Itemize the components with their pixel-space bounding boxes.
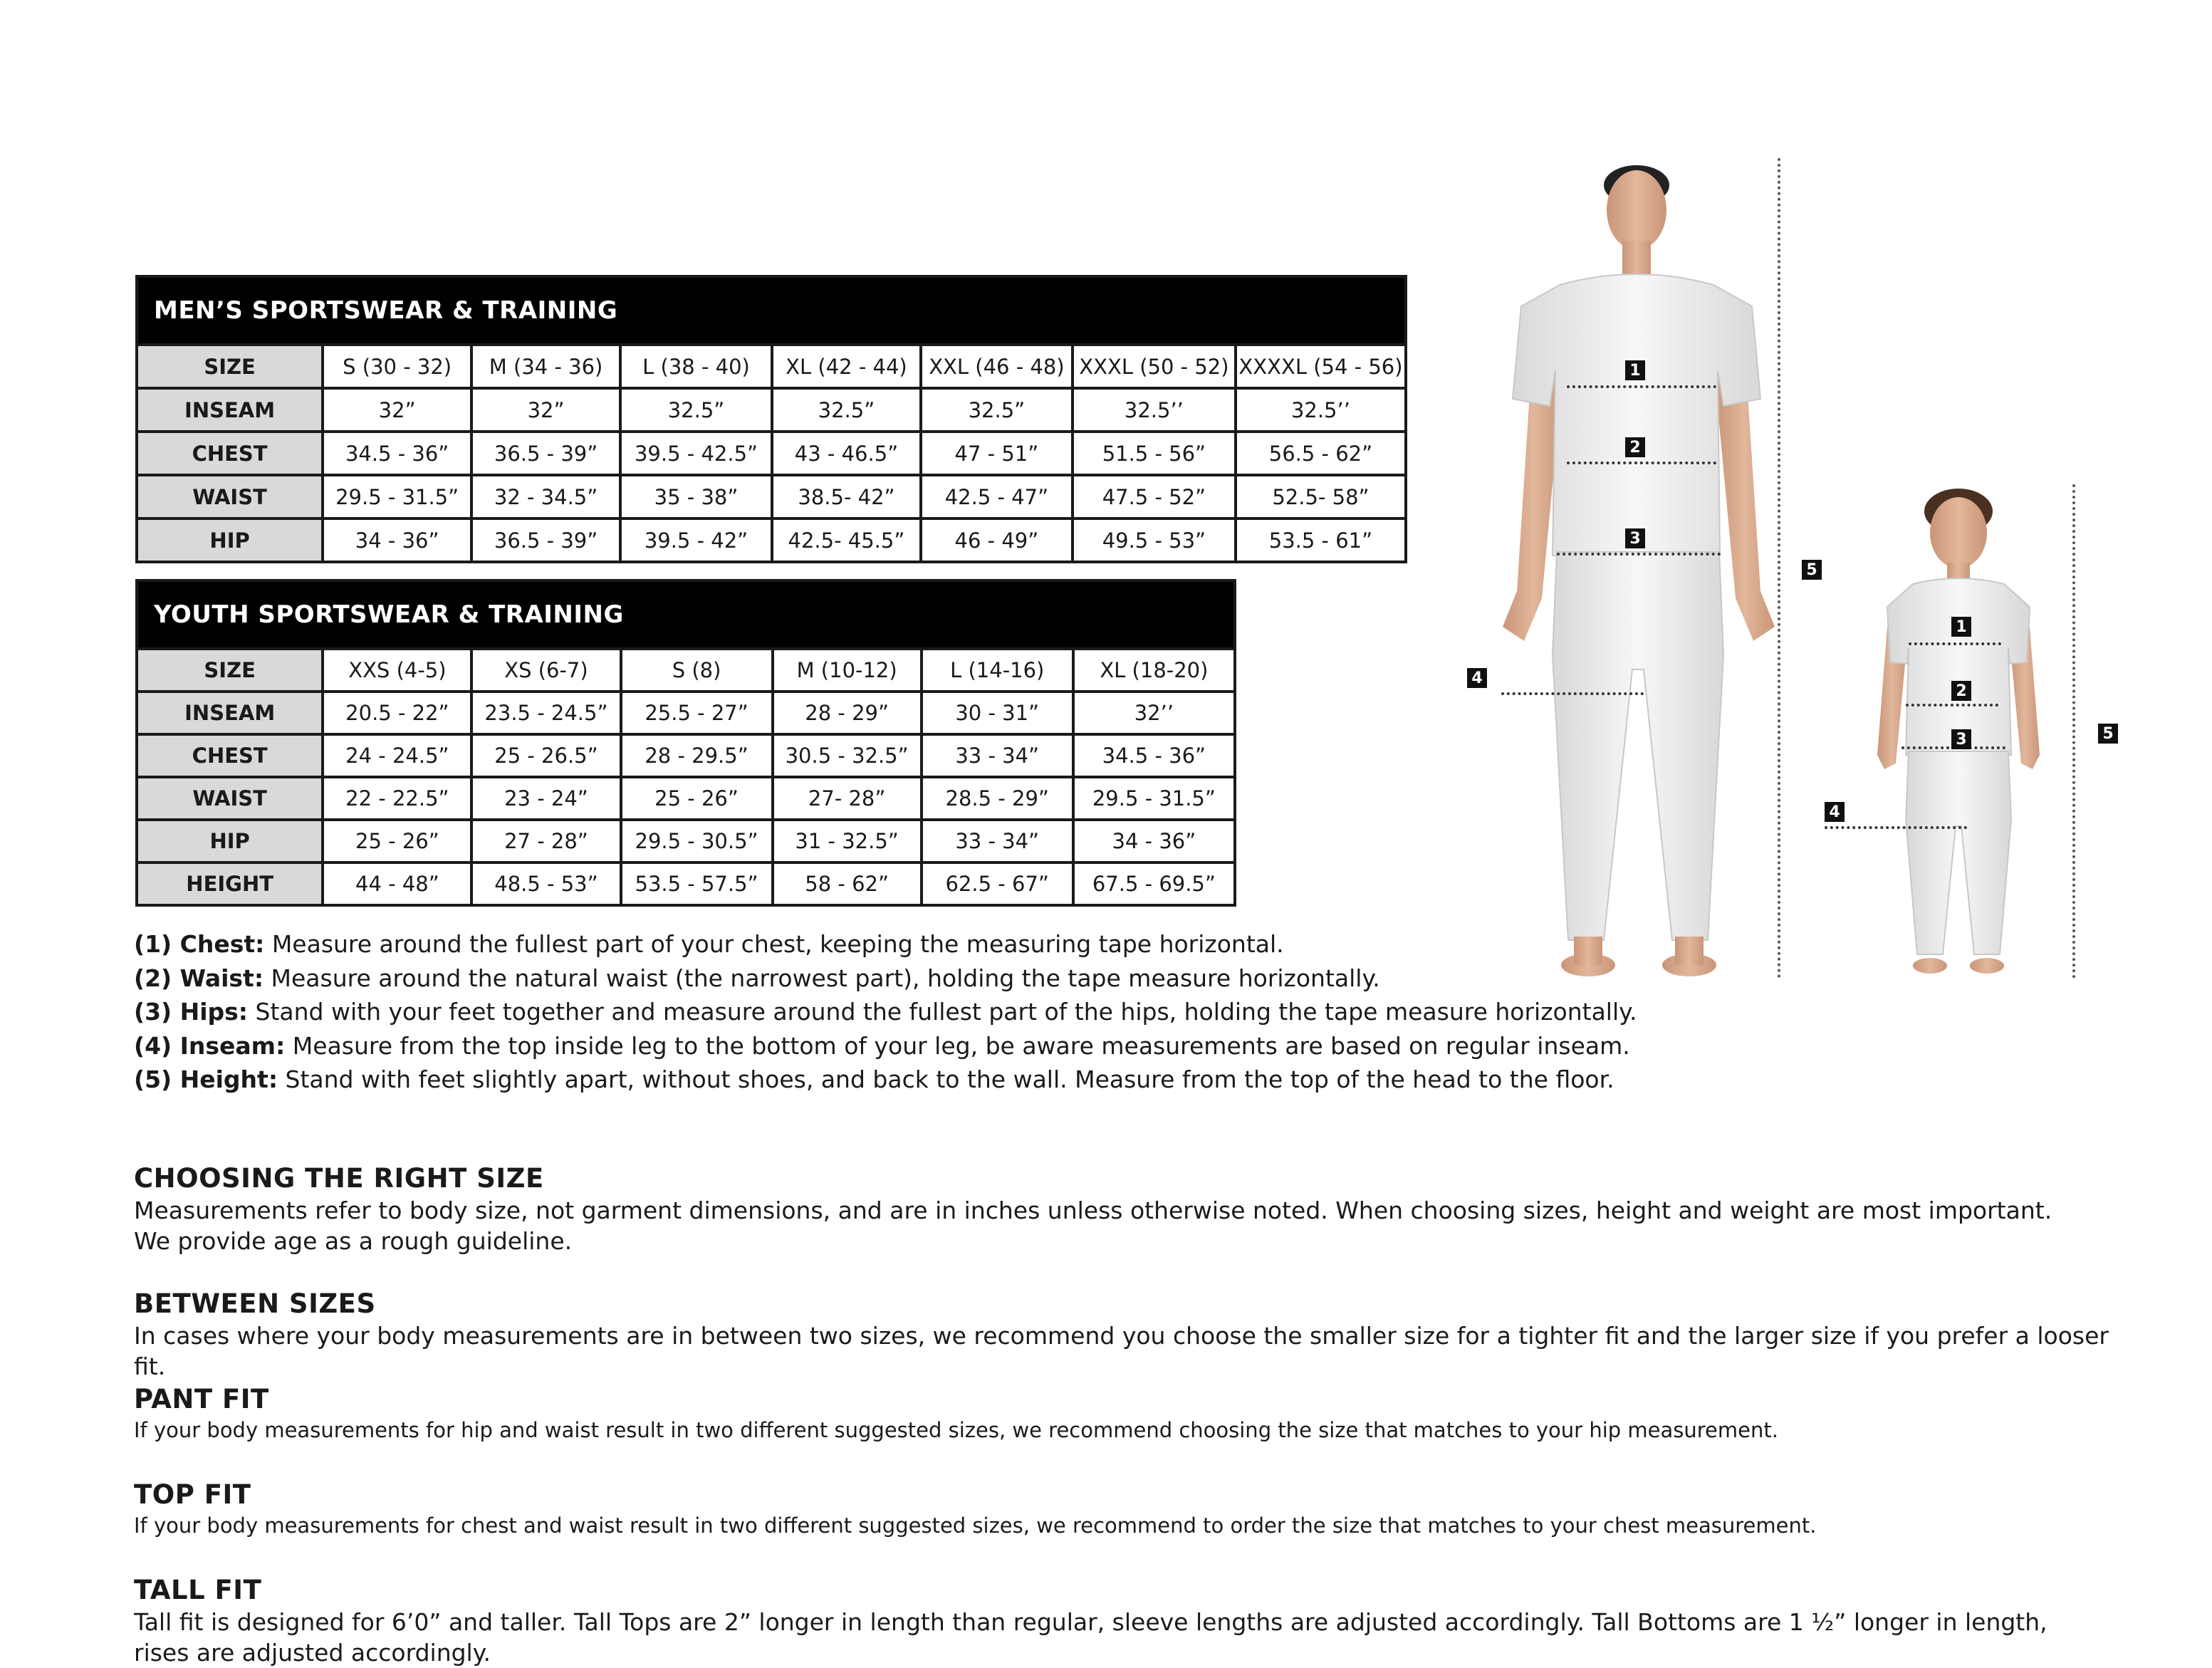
table-cell: 32 - 34.5” [471,475,620,518]
table-cell: 29.5 - 31.5” [323,475,471,518]
waist-line [1567,462,1716,464]
adult-model-illustration [1481,157,1837,990]
table-cell: 36.5 - 39” [471,518,620,562]
table-cell: 27- 28” [773,777,922,820]
badge-chest: 1 [1625,360,1645,380]
table-cell: 20.5 - 22” [323,692,471,734]
table-cell: 33 - 34” [922,734,1073,777]
table-cell: 29.5 - 31.5” [1073,777,1235,820]
table-cell: 25.5 - 27” [621,692,773,734]
row-label: INSEAM [137,692,323,734]
table-cell: 22 - 22.5” [323,777,471,820]
table-cell: 46 - 49” [921,518,1073,562]
note-text: Measure around the fullest part of your chest, keeping the measuring tape horizontal. [264,930,1284,958]
table-cell: 30.5 - 32.5” [773,734,922,777]
inseam-line [1501,692,1644,695]
table-cell: 32” [323,388,471,432]
adult-figure [1481,157,1837,990]
table-cell: 47.5 - 52” [1073,475,1236,518]
table-cell: 25 - 26” [323,820,471,862]
section-top-fit [134,1479,2142,1540]
note-text: Stand with your feet together and measure around the fullest part of the hips, holding the tape measure horizontally. [248,998,1637,1026]
note-label: (4) Inseam: [134,1031,286,1060]
badge-waist: 2 [1625,437,1645,457]
table-cell: 24 - 24.5” [323,734,471,777]
height-line [1778,158,1780,979]
note-text: Stand with feet slightly apart, without shoes, and back to the wall. Measure from the top of the head to the floor. [278,1065,1614,1093]
child-badge-waist: 2 [1951,681,1971,701]
section-title: CHOOSING THE RIGHT SIZE [134,1163,544,1194]
table-cell: XXXXL (54 - 56) [1236,345,1406,388]
table-cell: 51.5 - 56” [1073,432,1236,475]
table-cell: 32.5” [620,388,772,432]
row-label: HEIGHT [137,862,323,905]
table-cell: 29.5 - 30.5” [621,820,773,862]
badge-height: 5 [1802,560,1822,580]
table-row [137,734,1235,777]
note-chest [134,927,1637,961]
table-cell: 28 - 29” [773,692,922,734]
table-cell: 36.5 - 39” [471,432,620,475]
child-badge-inseam: 4 [1825,802,1845,822]
table-cell: L (38 - 40) [620,345,772,388]
table-cell: 42.5- 45.5” [772,518,921,562]
table-cell: 34 - 36” [323,518,471,562]
table-cell: 52.5- 58” [1236,475,1406,518]
table-cell: 32.5” [772,388,921,432]
table-row [137,649,1235,692]
table-cell: XL (42 - 44) [772,345,921,388]
section-between-sizes [134,1288,2142,1382]
table-cell: 25 - 26.5” [471,734,620,777]
table-row [137,388,1406,432]
row-label: CHEST [137,432,323,475]
table-cell: XS (6-7) [471,649,620,692]
table-cell: XXS (4-5) [323,649,471,692]
table-row [137,345,1406,388]
section-body: In cases where your body measurements are in between two sizes, we recommend you choose the smaller size for a tighter fit and the larger size if you prefer a looser fit. [134,1322,2109,1380]
table-cell: 53.5 - 57.5” [621,862,773,905]
row-label: WAIST [137,777,323,820]
section-title: TALL FIT [134,1575,262,1605]
section-title: TOP FIT [134,1479,251,1510]
section-pant-fit [134,1383,2142,1444]
youth-table-title: YOUTH SPORTSWEAR & TRAINING [137,580,1235,649]
table-cell: 34 - 36” [1073,820,1235,862]
note-height [134,1063,1637,1097]
row-label: HIP [137,518,323,562]
row-label: INSEAM [137,388,323,432]
table-row [137,692,1235,734]
table-row [137,475,1406,518]
table-cell: 53.5 - 61” [1236,518,1406,562]
table-cell: 27 - 28” [471,820,620,862]
section-body: If your body measurements for chest and waist result in two different suggested sizes, we recommend to order the size that matches to your chest measurement. [134,1513,1817,1538]
child-chest-line [1909,642,2001,645]
child-badge-height: 5 [2098,724,2118,744]
child-inseam-line [1825,826,1967,829]
youth-size-table [135,579,1236,907]
row-label: CHEST [137,734,323,777]
row-label: SIZE [137,649,323,692]
table-cell: 25 - 26” [621,777,773,820]
table-cell: 32.5’’ [1073,388,1236,432]
table-cell: 31 - 32.5” [773,820,922,862]
row-label: HIP [137,820,323,862]
badge-inseam: 4 [1467,668,1487,688]
row-label: SIZE [137,345,323,388]
table-cell: 28 - 29.5” [621,734,773,777]
measurement-notes [134,927,1637,1097]
table-cell: 39.5 - 42.5” [620,432,772,475]
table-cell: 35 - 38” [620,475,772,518]
mens-table-title: MEN’S SPORTSWEAR & TRAINING [137,276,1406,345]
table-row [137,820,1235,862]
child-height-line [2072,484,2075,979]
table-cell: 32’’ [1073,692,1235,734]
table-cell: 58 - 62” [773,862,922,905]
section-body: Measurements refer to body size, not garment dimensions, and are in inches unless otherwise noted. When choosing sizes, height and weight are most important. [134,1197,2052,1224]
chest-line [1567,385,1716,388]
child-badge-hip: 3 [1951,729,1971,749]
note-text: Measure around the natural waist (the narrowest part), holding the tape measure horizontally. [264,964,1380,992]
child-waist-line [1906,704,1998,707]
table-cell: 32.5” [921,388,1073,432]
note-label: (3) Hips: [134,998,249,1026]
note-label: (1) Chest: [134,930,265,958]
table-cell: 62.5 - 67” [922,862,1073,905]
table-row [137,777,1235,820]
table-cell: L (14-16) [922,649,1073,692]
table-cell: 23.5 - 24.5” [471,692,620,734]
table-row [137,862,1235,905]
table-cell: XXL (46 - 48) [921,345,1073,388]
table-cell: 32.5’’ [1236,388,1406,432]
table-cell: 28.5 - 29” [922,777,1073,820]
hip-line [1557,553,1721,556]
section-tall-fit [134,1574,2085,1668]
table-cell: 32” [471,388,620,432]
note-inseam [134,1029,1637,1063]
note-label: (2) Waist: [134,964,264,992]
table-cell: 30 - 31” [922,692,1073,734]
note-text: Measure from the top inside leg to the bottom of your leg, be aware measurements are based on regular inseam. [285,1031,1630,1060]
table-cell: 43 - 46.5” [772,432,921,475]
section-body: We provide age as a rough guideline. [134,1227,573,1255]
child-badge-chest: 1 [1951,617,1971,637]
section-title: PANT FIT [134,1384,269,1414]
table-cell: S (8) [621,649,773,692]
section-title: BETWEEN SIZES [134,1288,376,1319]
section-choosing-size [134,1162,2142,1256]
note-hips [134,995,1637,1029]
table-cell: 23 - 24” [471,777,620,820]
badge-hip: 3 [1625,528,1645,548]
table-cell: M (10-12) [773,649,922,692]
table-cell: 56.5 - 62” [1236,432,1406,475]
table-cell: 33 - 34” [922,820,1073,862]
table-cell: S (30 - 32) [323,345,471,388]
table-cell: 39.5 - 42” [620,518,772,562]
row-label: WAIST [137,475,323,518]
table-cell: 67.5 - 69.5” [1073,862,1235,905]
note-label: (5) Height: [134,1065,278,1093]
table-cell: 42.5 - 47” [921,475,1073,518]
table-cell: M (34 - 36) [471,345,620,388]
table-cell: 34.5 - 36” [1073,734,1235,777]
table-cell: 49.5 - 53” [1073,518,1236,562]
mens-size-table [135,275,1407,563]
table-cell: 38.5- 42” [772,475,921,518]
table-cell: 48.5 - 53” [471,862,620,905]
table-cell: XXXL (50 - 52) [1073,345,1236,388]
section-body: If your body measurements for hip and waist result in two different suggested sizes, we recommend choosing the size that matches to your hip measurement. [134,1418,1778,1442]
table-row [137,518,1406,562]
section-body: Tall fit is designed for 6’0” and taller. Tall Tops are 2” longer in length than regular, sleeve lengths are adjusted accordingly. Tall Bottoms are 1 ½” longer in length, rises are adjusted accordingly. [134,1608,2047,1667]
note-waist [134,961,1637,996]
table-cell: 44 - 48” [323,862,471,905]
table-cell: 47 - 51” [921,432,1073,475]
table-cell: XL (18-20) [1073,649,1235,692]
table-row [137,432,1406,475]
table-cell: 34.5 - 36” [323,432,471,475]
